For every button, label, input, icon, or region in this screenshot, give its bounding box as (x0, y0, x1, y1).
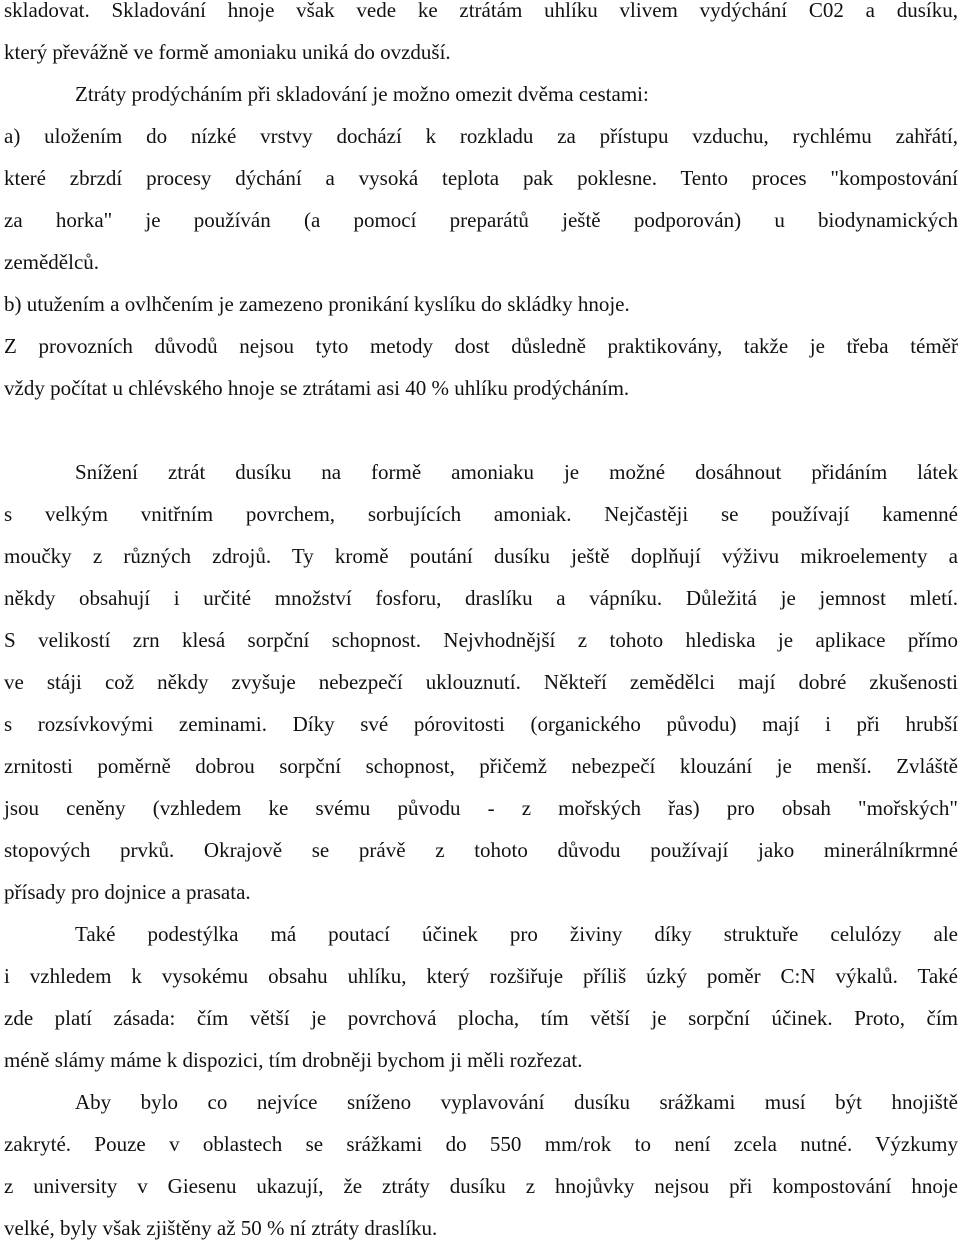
text-line: někdy obsahují i určité množství fosforu, draslíku a vápníku. Důležitá je jemnost mletí. (4, 586, 958, 610)
text-line: jsou ceněny (vzhledem ke svému původu - z mořských řas) pro obsah "mořských" (4, 796, 958, 820)
text-line: a) uložením do nízké vrstvy dochází k rozkladu za přístupu vzduchu, rychlému zahřátí, (4, 124, 958, 148)
text-line: skladovat. Skladování hnoje však vede ke ztrátám uhlíku vlivem vydýchání C02 a dusíku, (4, 0, 958, 22)
text-line: méně slámy máme k dispozici, tím drobněji bychom ji měli rozřezat. (4, 1048, 583, 1072)
text-line: stopových prvků. Okrajově se právě z tohoto důvodu používají jako minerálníkrmné (4, 838, 958, 862)
text-line: zemědělců. (4, 250, 100, 274)
text-line: i vzhledem k vysokému obsahu uhlíku, který rozšiřuje příliš úzký poměr C:N výkalů. Také (4, 964, 958, 988)
text-line: s rozsívkovými zeminami. Díky své pórovitosti (organického původu) mají i při hrubší (4, 712, 958, 736)
text-line: zde platí zásada: čím větší je povrchová plocha, tím větší je sorpční účinek. Proto, čím (4, 1006, 958, 1030)
text-line: za horka" je používán (a pomocí preparátů ještě podporován) u biodynamických (4, 208, 958, 232)
text-line: které zbrzdí procesy dýchání a vysoká teplota pak poklesne. Tento proces "kompostování (4, 166, 958, 190)
text-line: Ztráty prodýcháním při skladování je možno omezit dvěma cestami: (75, 82, 649, 106)
text-line: b) utužením a ovlhčením je zamezeno pronikání kyslíku do skládky hnoje. (4, 292, 630, 316)
text-line: Také podestýlka má poutací účinek pro živiny díky struktuře celulózy ale (75, 922, 958, 946)
text-line: Snížení ztrát dusíku na formě amoniaku je možné dosáhnout přidáním látek (75, 460, 958, 484)
text-line: ve stáji což někdy zvyšuje nebezpečí uklouznutí. Někteří zemědělci mají dobré zkušenosti (4, 670, 958, 694)
text-line: přísady pro dojnice a prasata. (4, 880, 251, 904)
text-line: Z provozních důvodů nejsou tyto metody dost důsledně praktikovány, takže je třeba téměř (4, 334, 958, 358)
text-line: zrnitosti poměrně dobrou sorpční schopnost, přičemž nebezpečí klouzání je menší. Zvláště (4, 754, 958, 778)
text-line: zakryté. Pouze v oblastech se srážkami do 550 mm/rok to není zcela nutné. Výzkumy (4, 1132, 958, 1156)
text-line: vždy počítat u chlévského hnoje se ztrátami asi 40 % uhlíku prodýcháním. (4, 376, 630, 400)
text-line: velké, byly však zjištěny až 50 % ní ztráty draslíku. (4, 1216, 438, 1240)
text-line: z university v Giesenu ukazují, že ztráty dusíku z hnojůvky nejsou při kompostování hnoje (4, 1174, 958, 1198)
text-line: který převážně ve formě amoniaku uniká do ovzduší. (4, 40, 451, 64)
text-line: moučky z různých zdrojů. Ty kromě poutání dusíku ještě doplňují výživu mikroelementy a (4, 544, 958, 568)
text-line: S velikostí zrn klesá sorpční schopnost. Nejvhodnější z tohoto hlediska je aplikace přímo (4, 628, 958, 652)
text-line: s velkým vnitřním povrchem, sorbujících amoniak. Nejčastěji se používají kamenné (4, 502, 958, 526)
text-line: Aby bylo co nejvíce sníženo vyplavování dusíku srážkami musí být hnojiště (75, 1090, 958, 1114)
